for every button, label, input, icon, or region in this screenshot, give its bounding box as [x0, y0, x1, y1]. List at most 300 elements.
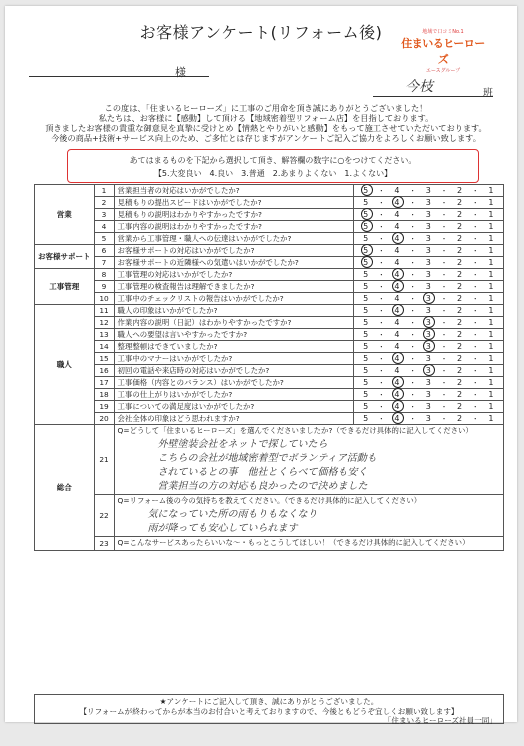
score-option[interactable]: 1	[488, 342, 494, 351]
question-number: 23	[94, 537, 114, 551]
score-option[interactable]: 5	[363, 306, 369, 315]
score-option[interactable]: 2	[457, 270, 463, 279]
score-option[interactable]: 2	[457, 210, 463, 219]
score-cell	[353, 233, 503, 245]
circled-score[interactable]: 4	[391, 354, 403, 363]
free-answer-row	[35, 495, 504, 537]
score-option[interactable]: 3	[425, 246, 431, 255]
score-separator: ・	[440, 258, 448, 267]
circled-score[interactable]: 4	[391, 414, 403, 423]
question-text: 作業内容の説明（日記）はわかりやすかったですか?	[114, 317, 353, 329]
score-separator: ・	[377, 402, 385, 411]
table-row	[35, 329, 504, 341]
score-cell	[353, 257, 503, 269]
score-separator: ・	[440, 366, 448, 375]
free-answer-cell[interactable]	[114, 495, 503, 537]
footer-thanks: ★アンケートにご記入して頂き、誠にありがとうございました。	[159, 697, 379, 706]
score-option[interactable]: 3	[425, 378, 431, 387]
table-row	[35, 257, 504, 269]
score-separator: ・	[471, 270, 479, 279]
score-separator: ・	[440, 414, 448, 423]
score-separator: ・	[471, 318, 479, 327]
score-option[interactable]: 1	[488, 354, 494, 363]
score-option[interactable]: 2	[457, 414, 463, 423]
score-separator: ・	[440, 390, 448, 399]
score-separator: ・	[377, 366, 385, 375]
score-option[interactable]: 3	[425, 414, 431, 423]
circled-score[interactable]: 4	[391, 378, 403, 387]
question-number: 13	[94, 329, 114, 341]
score-separator: ・	[471, 210, 479, 219]
question-text: 工事管理の対応はいかがでしたか?	[114, 269, 353, 281]
score-option[interactable]: 5	[363, 234, 369, 243]
score-separator: ・	[377, 390, 385, 399]
score-option[interactable]: 1	[488, 198, 494, 207]
score-cell	[353, 401, 503, 413]
footer-message	[34, 694, 504, 724]
score-option[interactable]: 5	[363, 366, 369, 375]
table-row	[35, 377, 504, 389]
question-text: 工事価格（内容とのバランス）はいかがでしたか?	[114, 377, 353, 389]
circled-score[interactable]: 5	[360, 258, 372, 267]
table-row	[35, 233, 504, 245]
question-number: 18	[94, 389, 114, 401]
table-row	[35, 413, 504, 425]
score-option[interactable]: 1	[488, 318, 494, 327]
score-option[interactable]: 3	[425, 210, 431, 219]
question-text: 初回の電話や来店時の対応はいかがでしたか?	[114, 365, 353, 377]
score-separator: ・	[377, 414, 385, 423]
question-number: 16	[94, 365, 114, 377]
score-separator: ・	[471, 354, 479, 363]
score-option[interactable]: 1	[488, 246, 494, 255]
question-text: 工事についての満足度はいかがでしたか?	[114, 401, 353, 413]
question-number: 3	[94, 209, 114, 221]
score-option[interactable]: 1	[488, 294, 494, 303]
score-separator: ・	[440, 282, 448, 291]
score-separator: ・	[409, 270, 417, 279]
score-cell	[353, 341, 503, 353]
score-separator: ・	[409, 390, 417, 399]
score-separator: ・	[377, 186, 385, 195]
score-option[interactable]: 3	[425, 354, 431, 363]
score-option[interactable]: 4	[394, 258, 400, 267]
question-number: 9	[94, 281, 114, 293]
circled-score[interactable]: 3	[422, 294, 434, 303]
score-separator: ・	[377, 294, 385, 303]
score-separator: ・	[471, 378, 479, 387]
score-option[interactable]: 1	[488, 402, 494, 411]
intro-line: 今後の商品+技術+サービス向上のため、ご多忙とは存じますがアンケートご記入ご協力をよろしくお願い致します。	[51, 133, 481, 143]
score-option[interactable]: 4	[394, 318, 400, 327]
survey-table	[34, 184, 504, 551]
score-separator: ・	[440, 186, 448, 195]
score-option[interactable]: 5	[363, 318, 369, 327]
question-number: 1	[94, 185, 114, 197]
question-number: 4	[94, 221, 114, 233]
score-separator: ・	[409, 294, 417, 303]
score-option[interactable]: 2	[457, 258, 463, 267]
score-separator: ・	[440, 270, 448, 279]
score-option[interactable]: 5	[363, 282, 369, 291]
score-option[interactable]: 1	[488, 282, 494, 291]
score-option[interactable]: 3	[425, 402, 431, 411]
score-option[interactable]: 3	[425, 306, 431, 315]
score-option[interactable]: 2	[457, 402, 463, 411]
score-option[interactable]: 2	[457, 222, 463, 231]
score-separator: ・	[440, 198, 448, 207]
score-separator: ・	[377, 210, 385, 219]
score-cell	[353, 329, 503, 341]
free-answer-cell[interactable]	[114, 537, 503, 551]
question-number: 7	[94, 257, 114, 269]
logo-tagline: 地域で口コミNo.1	[422, 29, 464, 35]
intro-line: この度は、「住まいるヒーローズ」に工事のご用命を頂き誠にありがとうございました！	[104, 103, 428, 113]
score-separator: ・	[471, 186, 479, 195]
page-title: お客様アンケート(リフォーム後)	[139, 23, 383, 42]
score-separator: ・	[409, 246, 417, 255]
question-text: 工事内容の説明はわかりやすかったですか?	[114, 221, 353, 233]
score-separator: ・	[409, 210, 417, 219]
score-separator: ・	[409, 378, 417, 387]
score-separator: ・	[471, 414, 479, 423]
circled-score[interactable]: 4	[391, 234, 403, 243]
score-separator: ・	[409, 414, 417, 423]
score-separator: ・	[409, 282, 417, 291]
category-label: 職人	[35, 305, 95, 425]
score-separator: ・	[440, 354, 448, 363]
score-cell	[353, 281, 503, 293]
score-separator: ・	[409, 402, 417, 411]
question-text: 営業担当者の対応はいかがでしたか?	[114, 185, 353, 197]
free-question: Q=こんなサービスあったらいいな～・もっとこうしてほしい！（できるだけ具体的に記入してください）	[117, 538, 470, 547]
score-separator: ・	[377, 342, 385, 351]
circled-score[interactable]: 4	[391, 402, 403, 411]
question-text: 営業から工事管理・職人への伝達はいかがでしたか?	[114, 233, 353, 245]
instruction-line: あてはまるものを下記から選択して頂き、解答欄の数字に○をつけてください。	[129, 156, 417, 165]
circled-score[interactable]: 4	[391, 390, 403, 399]
score-separator: ・	[471, 342, 479, 351]
question-number: 14	[94, 341, 114, 353]
score-option[interactable]: 3	[425, 282, 431, 291]
score-option[interactable]: 5	[363, 342, 369, 351]
handwritten-answer-line: 営業担当の方の対応も良かったので決めました	[157, 481, 368, 492]
score-separator: ・	[440, 318, 448, 327]
score-option[interactable]: 3	[425, 198, 431, 207]
score-separator: ・	[409, 198, 417, 207]
question-number: 8	[94, 269, 114, 281]
free-answer-row	[35, 425, 504, 495]
score-option[interactable]: 2	[457, 366, 463, 375]
score-cell	[353, 269, 503, 281]
score-separator: ・	[377, 330, 385, 339]
score-option[interactable]: 2	[457, 354, 463, 363]
score-separator: ・	[409, 342, 417, 351]
score-option[interactable]: 1	[488, 390, 494, 399]
score-option[interactable]: 4	[394, 342, 400, 351]
question-number: 20	[94, 413, 114, 425]
score-separator: ・	[377, 270, 385, 279]
score-separator: ・	[377, 378, 385, 387]
category-label: 営業	[35, 185, 95, 245]
score-separator: ・	[440, 210, 448, 219]
score-option[interactable]: 2	[457, 186, 463, 195]
score-option[interactable]: 5	[363, 270, 369, 279]
score-option[interactable]: 1	[488, 234, 494, 243]
score-option[interactable]: 3	[425, 222, 431, 231]
score-cell	[353, 413, 503, 425]
question-text: 見積もりの提出スピードはいかがでしたか?	[114, 197, 353, 209]
category-label: 工事管理	[35, 269, 95, 305]
score-separator: ・	[377, 258, 385, 267]
question-text: 整理整頓はできていましたか?	[114, 341, 353, 353]
score-cell	[353, 209, 503, 221]
free-answer-cell[interactable]	[114, 425, 503, 495]
score-option[interactable]: 1	[488, 210, 494, 219]
circled-score[interactable]: 4	[391, 282, 403, 291]
score-option[interactable]: 4	[394, 294, 400, 303]
score-separator: ・	[471, 234, 479, 243]
score-separator: ・	[377, 246, 385, 255]
score-option[interactable]: 3	[425, 258, 431, 267]
score-separator: ・	[409, 234, 417, 243]
score-separator: ・	[409, 222, 417, 231]
team-line	[373, 96, 493, 97]
score-option[interactable]: 2	[457, 294, 463, 303]
score-option[interactable]: 2	[457, 198, 463, 207]
score-cell	[353, 377, 503, 389]
score-cell	[353, 293, 503, 305]
score-separator: ・	[377, 282, 385, 291]
question-number: 5	[94, 233, 114, 245]
score-separator: ・	[471, 282, 479, 291]
question-text: 職人の印象はいかがでしたか?	[114, 305, 353, 317]
question-number: 11	[94, 305, 114, 317]
question-text: お客様サポートの近隣様への気遣いはいかがでしたか?	[114, 257, 353, 269]
score-separator: ・	[409, 354, 417, 363]
intro-text	[35, 103, 497, 143]
score-option[interactable]: 3	[425, 270, 431, 279]
question-number: 6	[94, 245, 114, 257]
score-separator: ・	[377, 198, 385, 207]
table-row	[35, 365, 504, 377]
handwritten-answer-line: こちらの会社が地域密着型でボランティア活動も	[157, 453, 377, 464]
score-separator: ・	[440, 342, 448, 351]
score-option[interactable]: 4	[394, 366, 400, 375]
circled-score[interactable]: 4	[391, 270, 403, 279]
instruction-box	[67, 149, 479, 183]
question-number: 2	[94, 197, 114, 209]
score-option[interactable]: 1	[488, 270, 494, 279]
score-cell	[353, 221, 503, 233]
score-separator: ・	[471, 294, 479, 303]
category-label: 総合	[35, 425, 95, 551]
circled-score[interactable]: 5	[360, 222, 372, 231]
table-row	[35, 281, 504, 293]
circled-score[interactable]: 3	[422, 366, 434, 375]
score-option[interactable]: 5	[363, 330, 369, 339]
question-number: 17	[94, 377, 114, 389]
footer-note: 【リフォームが終わってからが本当のお付合いと考えておりますので、今後ともどうぞ宜しくお願い致します】	[79, 706, 459, 716]
question-text: 見積もりの説明はわかりやすかったですか?	[114, 209, 353, 221]
customer-honorific: 様	[175, 66, 186, 79]
score-separator: ・	[409, 186, 417, 195]
handwritten-answer-line: 外壁塗装会社をネットで探していたら	[157, 439, 328, 450]
circled-score[interactable]: 3	[422, 342, 434, 351]
handwritten-answer-line: 雨が降っても安心していられます	[147, 523, 298, 534]
handwritten-answer-line: されているとの事 他社とくらべて価格も安く	[157, 467, 368, 478]
score-option[interactable]: 5	[363, 294, 369, 303]
question-text: 工事管理の検査報告は理解できましたか?	[114, 281, 353, 293]
team-handwritten: 今枝	[405, 79, 433, 95]
score-option[interactable]: 3	[425, 234, 431, 243]
score-cell	[353, 197, 503, 209]
circled-score[interactable]: 4	[391, 198, 403, 207]
table-row	[35, 221, 504, 233]
question-text: 工事の仕上がりはいかがでしたか?	[114, 389, 353, 401]
score-separator: ・	[440, 222, 448, 231]
score-separator: ・	[377, 306, 385, 315]
score-option[interactable]: 5	[363, 414, 369, 423]
company-logo	[397, 28, 489, 74]
question-number: 10	[94, 293, 114, 305]
handwritten-answer-line: 気になっていた所の雨もりもなくなり	[147, 509, 318, 520]
logo-name: 住まいるヒーローズ	[401, 37, 485, 66]
score-cell	[353, 185, 503, 197]
category-label: お客様サポート	[35, 245, 95, 269]
score-cell	[353, 317, 503, 329]
survey-sheet	[5, 6, 517, 725]
score-separator: ・	[409, 306, 417, 315]
score-separator: ・	[471, 306, 479, 315]
score-option[interactable]: 4	[394, 186, 400, 195]
free-question: Q=リフォーム後の今の気持ちを教えてください。（できるだけ具体的に記入してください）	[117, 496, 422, 505]
score-separator: ・	[377, 354, 385, 363]
score-option[interactable]: 1	[488, 366, 494, 375]
score-option[interactable]: 5	[363, 390, 369, 399]
score-option[interactable]: 1	[488, 258, 494, 267]
free-answer-row	[35, 537, 504, 551]
team-label: 班	[483, 88, 493, 99]
intro-line: 頂きましたお客様の貴重な御意見を真摯に受けとめ【情熱とやりがいと感動】をもって施工させていただいております。	[45, 123, 487, 133]
table-row	[35, 341, 504, 353]
question-number: 12	[94, 317, 114, 329]
score-option[interactable]: 4	[394, 210, 400, 219]
score-option[interactable]: 2	[457, 342, 463, 351]
intro-line: 私たちは、お客様に【感動】して頂ける【地域密着型リフォーム店】を目指しております。	[98, 113, 434, 123]
score-option[interactable]: 2	[457, 246, 463, 255]
free-question: Q=どうして「住まいるヒーローズ」を選んでくださいましたか?（できるだけ具体的に記入してください）	[117, 426, 473, 435]
table-row	[35, 209, 504, 221]
score-option[interactable]: 2	[457, 378, 463, 387]
score-option[interactable]: 3	[425, 186, 431, 195]
scale-legend: 【5.大変良い 4.良い 3.普通 2.あまりよくない 1.よくない】	[153, 169, 393, 178]
table-row	[35, 245, 504, 257]
score-cell	[353, 245, 503, 257]
score-separator: ・	[471, 366, 479, 375]
score-option[interactable]: 5	[363, 198, 369, 207]
score-option[interactable]: 4	[394, 222, 400, 231]
score-option[interactable]: 4	[394, 246, 400, 255]
score-option[interactable]: 1	[488, 378, 494, 387]
table-row	[35, 197, 504, 209]
table-row	[35, 353, 504, 365]
score-option[interactable]: 1	[488, 306, 494, 315]
table-row	[35, 305, 504, 317]
question-text: 工事中のマナーはいかがでしたか?	[114, 353, 353, 365]
score-separator: ・	[440, 246, 448, 255]
score-cell	[353, 365, 503, 377]
score-separator: ・	[440, 306, 448, 315]
question-text: 職人への要望は言いやすかったですか?	[114, 329, 353, 341]
score-cell	[353, 305, 503, 317]
score-separator: ・	[440, 378, 448, 387]
score-separator: ・	[471, 330, 479, 339]
score-option[interactable]: 2	[457, 318, 463, 327]
score-separator: ・	[440, 402, 448, 411]
score-option[interactable]: 1	[488, 186, 494, 195]
score-separator: ・	[409, 366, 417, 375]
score-option[interactable]: 4	[394, 330, 400, 339]
circled-score[interactable]: 3	[422, 318, 434, 327]
question-number: 15	[94, 353, 114, 365]
score-separator: ・	[377, 318, 385, 327]
question-text: お客様サポートの対応はいかがでしたか?	[114, 245, 353, 257]
score-separator: ・	[409, 258, 417, 267]
score-option[interactable]: 2	[457, 306, 463, 315]
score-option[interactable]: 2	[457, 330, 463, 339]
score-option[interactable]: 5	[363, 354, 369, 363]
circled-score[interactable]: 5	[360, 186, 372, 195]
circled-score[interactable]: 5	[360, 210, 372, 219]
score-separator: ・	[471, 222, 479, 231]
score-option[interactable]: 5	[363, 402, 369, 411]
score-separator: ・	[471, 198, 479, 207]
score-option[interactable]: 2	[457, 234, 463, 243]
score-option[interactable]: 1	[488, 330, 494, 339]
score-separator: ・	[440, 330, 448, 339]
table-row	[35, 317, 504, 329]
question-text: 会社全体の印象はどう思われますか?	[114, 413, 353, 425]
score-option[interactable]: 2	[457, 282, 463, 291]
score-cell	[353, 389, 503, 401]
score-separator: ・	[440, 234, 448, 243]
table-row	[35, 269, 504, 281]
score-separator: ・	[471, 246, 479, 255]
table-row	[35, 389, 504, 401]
score-separator: ・	[377, 234, 385, 243]
score-separator: ・	[409, 330, 417, 339]
circled-score[interactable]: 3	[422, 330, 434, 339]
table-row	[35, 401, 504, 413]
score-separator: ・	[471, 390, 479, 399]
score-separator: ・	[471, 402, 479, 411]
question-number: 21	[94, 425, 114, 495]
score-option[interactable]: 1	[488, 414, 494, 423]
score-option[interactable]: 2	[457, 390, 463, 399]
circled-score[interactable]: 5	[360, 246, 372, 255]
score-separator: ・	[440, 294, 448, 303]
score-separator: ・	[377, 222, 385, 231]
score-separator: ・	[471, 258, 479, 267]
score-option[interactable]: 5	[363, 378, 369, 387]
table-row	[35, 293, 504, 305]
score-option[interactable]: 3	[425, 390, 431, 399]
question-text: 工事中のチェックリストの報告はいかがでしたか?	[114, 293, 353, 305]
score-option[interactable]: 1	[488, 222, 494, 231]
question-number: 19	[94, 401, 114, 413]
circled-score[interactable]: 4	[391, 306, 403, 315]
